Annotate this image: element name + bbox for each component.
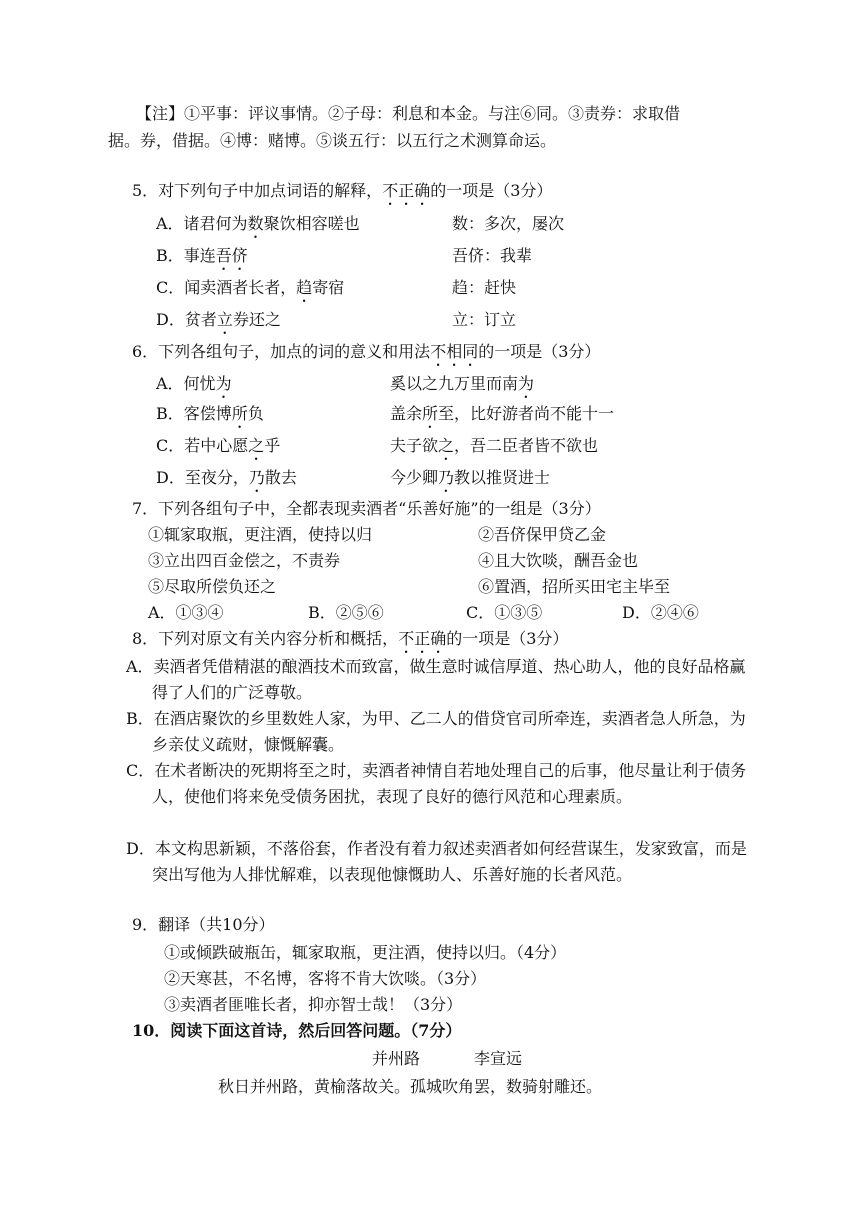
- question-8-stem: 8．下列对原文有关内容分析和概括，不正确的一项是（3分）: [132, 629, 569, 648]
- question-10-stem: 10．阅读下面这首诗，然后回答问题。（7分）: [132, 1021, 462, 1040]
- question-7-choice-a: A．①③④: [148, 603, 224, 622]
- question-6-option-a-left: A．何忧为: [156, 374, 232, 393]
- question-5-option-d: D．贫者立券还之: [156, 310, 281, 329]
- question-7-stem: 7．下列各组句子中，全都表现卖酒者“乐善好施”的一组是（3分）: [132, 499, 601, 518]
- question-5-gloss-d: 立：订立: [452, 310, 517, 329]
- question-5-gloss-b: 吾侪：我辈: [452, 246, 533, 265]
- question-6-option-d-right: 今少卿乃教以推贤进士: [390, 468, 551, 487]
- question-7-item-2: ②吾侪保甲贷乙金: [478, 525, 607, 544]
- poem-author: 李宣远: [474, 1049, 523, 1068]
- question-5-option-a: A．诸君何为数聚饮相容嗟也: [156, 214, 360, 233]
- question-7-item-3: ③立出四百金偿之，不责券: [148, 551, 341, 570]
- question-7-choice-d: D．②④⑥: [622, 603, 699, 622]
- note-text: ①平事：评议事情。②子母：利息和本金。与注⑥同。③责券：求取借据。券，借据。④博：赌博。⑤谈五行：以五行之术测算命运。: [108, 104, 681, 150]
- annotation-note: [108, 100, 708, 154]
- question-7-item-1: ①辄家取瓶，更注酒，使持以归: [148, 525, 373, 544]
- poem-title: 并州路: [372, 1049, 421, 1068]
- question-7-item-5: ⑤尽取所偿负还之: [148, 577, 277, 596]
- question-8-option-a: A．卖酒者凭借精湛的酿酒技术而致富，做生意时诚信厚道、热心助人，他的良好品格赢得了人们的广泛尊敬。: [126, 657, 746, 702]
- question-7-item-6: ⑥置酒，招所买田宅主毕至: [478, 577, 671, 596]
- question-9-stem: 9．翻译（共10分）: [132, 915, 275, 934]
- question-6-option-d-left: D．至夜分，乃散去: [156, 468, 297, 487]
- question-6-stem: 6．下列各组句子，加点的词的意义和用法不相同的一项是（3分）: [132, 342, 601, 361]
- question-5-option-c: C．闻卖酒者长者，趋寄宿: [156, 278, 345, 297]
- question-7-item-4: ④且大饮啖，酬吾金也: [478, 551, 639, 570]
- question-7-choice-b: B．②⑤⑥: [308, 603, 384, 622]
- question-9-item-3: ③卖酒者匪唯长者，抑亦智士哉！（3分）: [164, 995, 463, 1014]
- question-6-option-a-right: 奚以之九万里而南为: [390, 374, 535, 393]
- question-5-option-b: B．事连吾侪: [156, 246, 248, 265]
- poem-line: 秋日并州路，黄榆落故关。孤城吹角罢，数骑射雕还。: [218, 1077, 603, 1096]
- question-6-option-b-left: B．客偿博所负: [156, 404, 264, 423]
- question-5-stem: 5．对下列句子中加点词语的解释，不正确的一项是（3分）: [132, 181, 553, 200]
- question-5-gloss-c: 趋：赶快: [452, 278, 517, 297]
- question-9-item-2: ②天寒甚，不名博，客将不肯大饮啖。（3分）: [164, 969, 487, 988]
- question-8-option-d: D．本文构思新颖，不落俗套，作者没有着力叙述卖酒者如何经营谋生，发家致富，而是突出写他为人排忧解难，以表现他慷慨助人、乐善好施的长者风范。: [126, 839, 747, 884]
- question-8-option-c: C．在术者断决的死期将至之时，卖酒者神情自若地处理自己的后事，他尽量让利于债务人，使他们将来免受债务困扰，表现了良好的德行风范和心理素质。: [126, 761, 747, 806]
- note-label: 【注】: [136, 104, 185, 123]
- question-6-option-c-left: C．若中心愿之乎: [156, 436, 281, 455]
- question-6-option-b-right: 盖余所至，比好游者尚不能十一: [390, 404, 615, 423]
- question-9-item-1: ①或倾跌破瓶缶，辄家取瓶，更注酒，使持以归。（4分）: [164, 943, 567, 962]
- question-8-option-b: B．在酒店聚饮的乡里数姓人家，为甲、乙二人的借贷官司所牵连，卖酒者急人所急，为乡亲仗义疏财，慷慨解囊。: [126, 709, 746, 754]
- question-5-gloss-a: 数：多次，屡次: [452, 214, 565, 233]
- question-7-choice-c: C．①③⑤: [466, 603, 543, 622]
- question-6-option-c-right: 夫子欲之，吾二臣者皆不欲也: [390, 436, 599, 455]
